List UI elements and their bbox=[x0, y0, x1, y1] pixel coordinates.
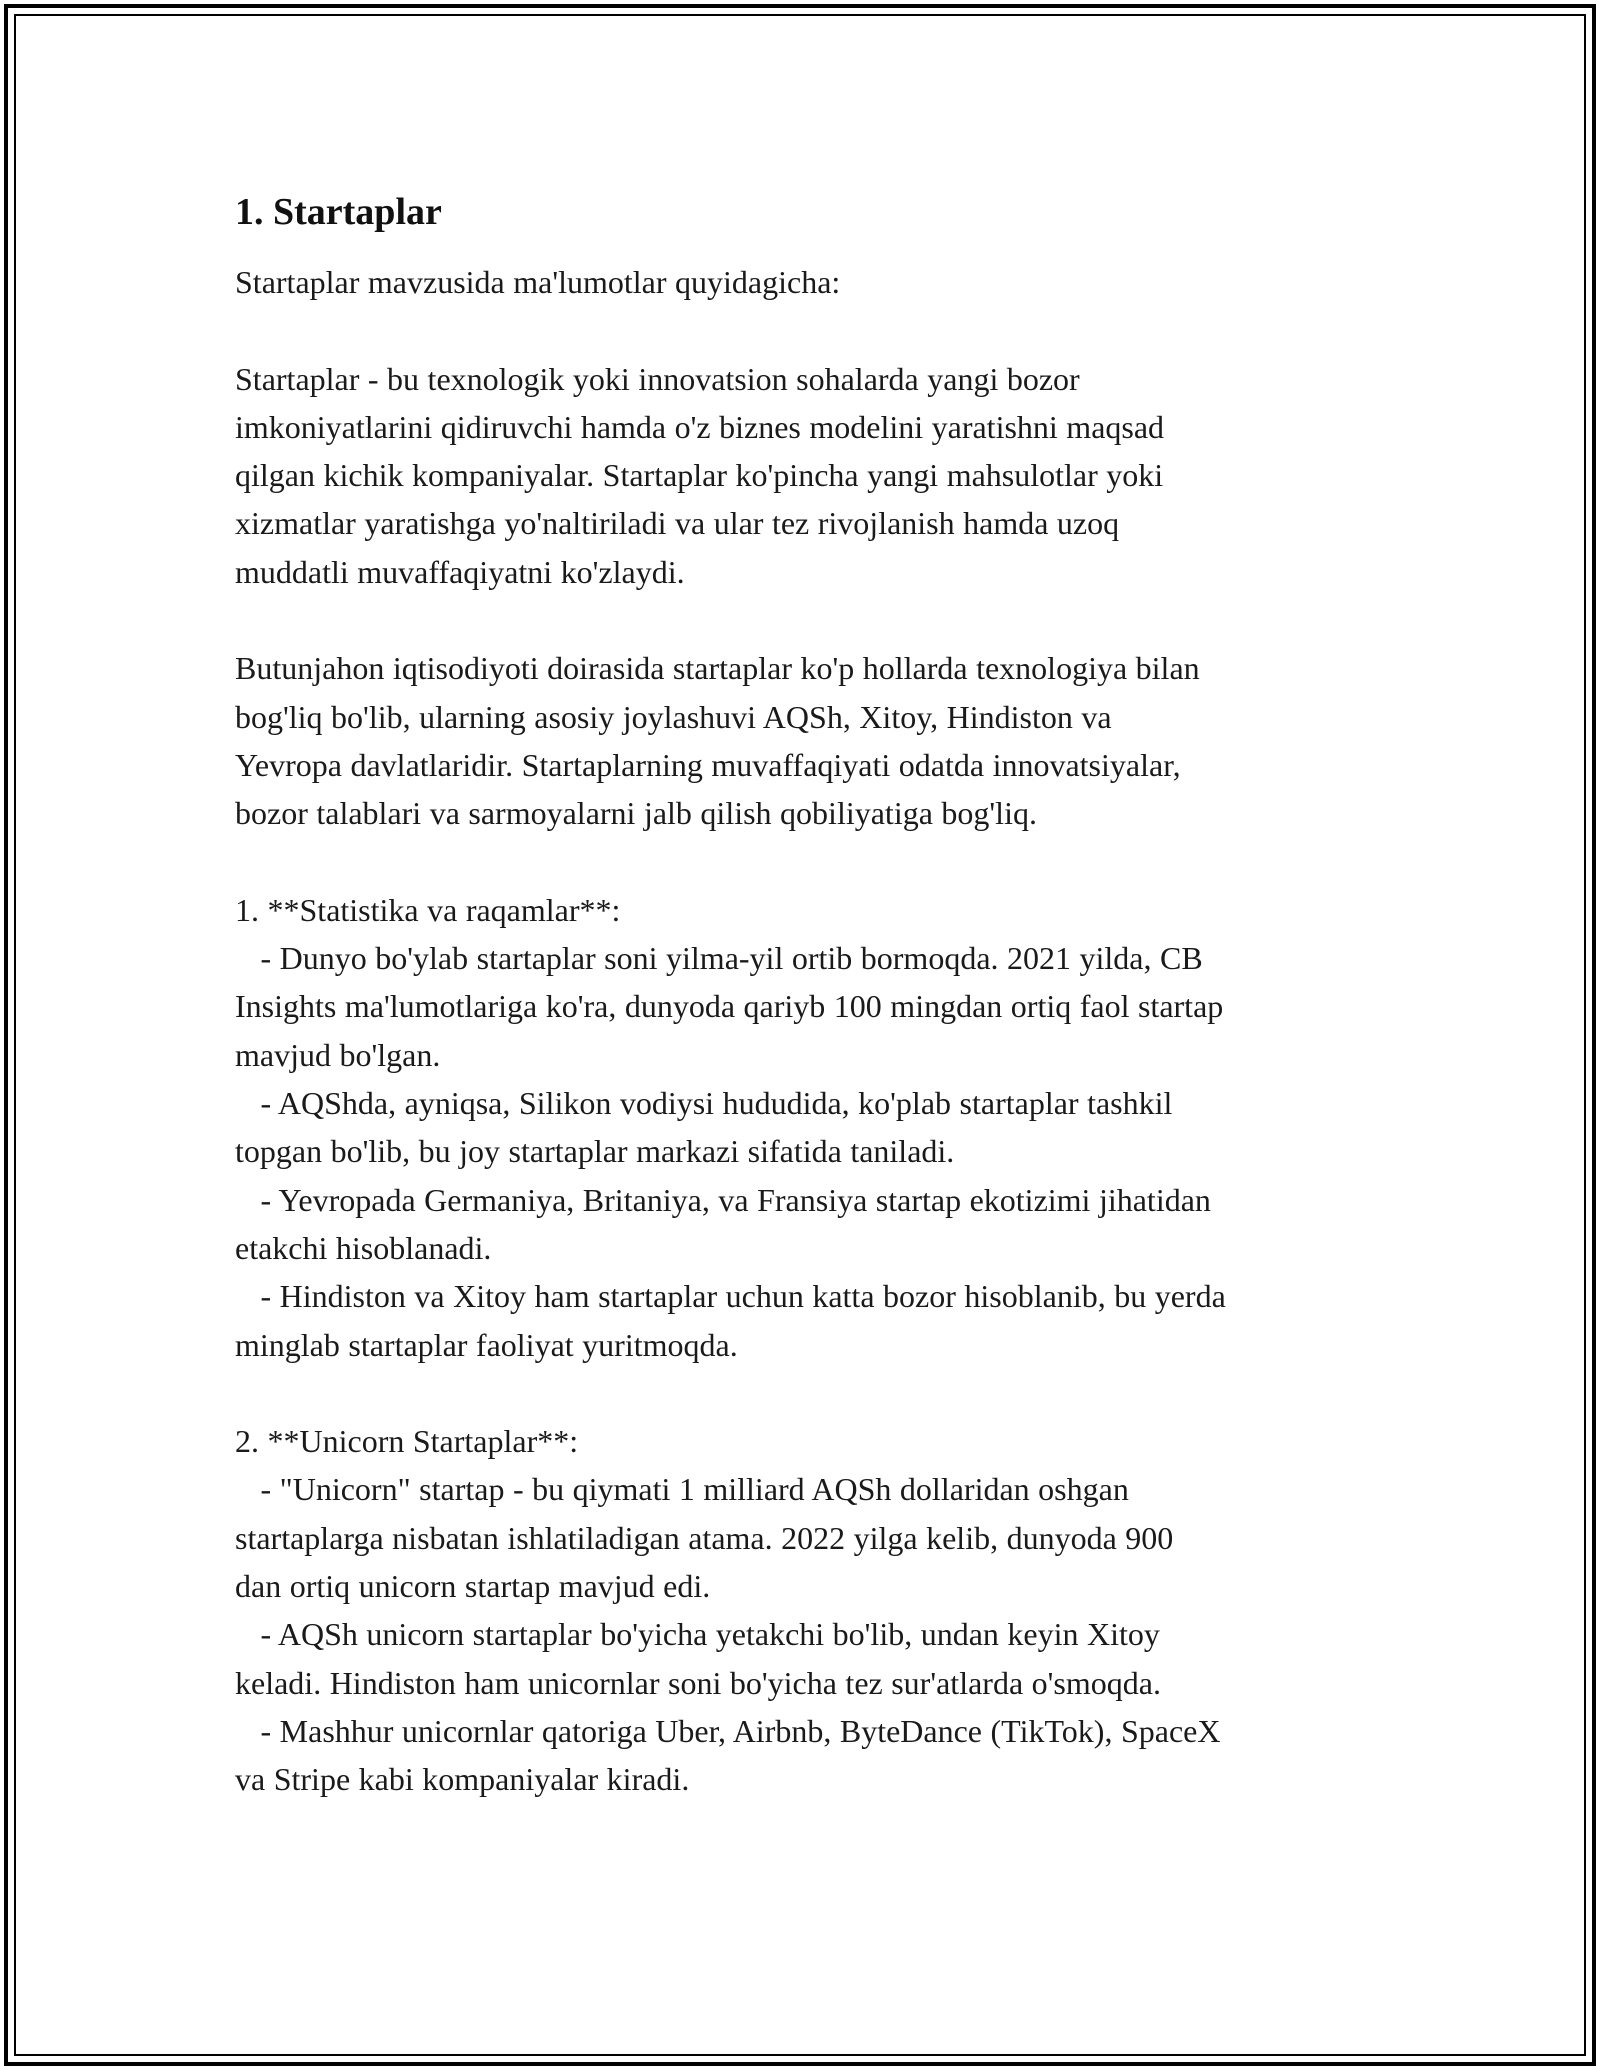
document-body: Startaplar mavzusida ma'lumotlar quyidagicha: Startaplar - bu texnologik yoki innovatsion sohalarda yangi bozor imkoniyatlarini qidiruvchi hamda o'z biznes modelini yaratishni maqsad qilgan kichik kompaniyalar. Startaplar ko'pincha yangi mahsulotlar yoki xizmatlar yaratishga yo'naltiriladi va ular tez rivojlanish hamda uzoq muddatli muvaffaqiyatni ko'zlaydi. Butunjahon iqtisodiyoti doirasida startaplar ko'p hollarda texnologiya bilan bog'liq bo'lib, ularning asosiy joylashuvi AQSh, Xitoy, Hindiston va Yevropa davlatlaridir. Startaplarning muvaffaqiyati odatda innovatsiyalar, bozor talablari va sarmoyalarni jalb qilish qobiliyatiga bog'liq. 1. **Statistika va raqamlar**: - Dunyo bo'ylab startaplar soni yilma-yil ortib bormoqda. 2021 yilda, CB Insights ma'lumotlariga ko'ra, dunyoda qariyb 100 mingdan ortiq faol startap mavjud bo'lgan. - AQShda, ayniqsa, Silikon vodiysi hududida, ko'plab startaplar tashkil topgan bo'lib, bu joy startaplar markazi sifatida taniladi. - Yevropada Germaniya, Britaniya, va Fransiya startap ekotizimi jihatidan etakchi hisoblanadi. - Hindiston va Xitoy ham startaplar uchun katta bozor hisoblanib, bu yerda minglab startaplar faoliyat yuritmoqda. 2. **Unicorn Startaplar**: - "Unicorn" startap - bu qiymati 1 milliard AQSh dollaridan oshgan startaplarga nisbatan ishlatiladigan atama. 2022 yilga kelib, dunyoda 900 dan ortiq unicorn startap mavjud edi. - AQSh unicorn startaplar bo'yicha yetakchi bo'lib, undan keyin Xitoy keladi. Hindiston ham unicornlar soni bo'yicha tez sur'atlarda o'smoqda. - Mashhur unicornlar qatoriga Uber, Airbnb, ByteDance (TikTok), SpaceX va Stripe kabi kompaniyalar kiradi. bbox=[235, 264, 1226, 1798]
document-page bbox=[235, 188, 1375, 1804]
document-title: 1. Startaplar bbox=[235, 191, 442, 233]
